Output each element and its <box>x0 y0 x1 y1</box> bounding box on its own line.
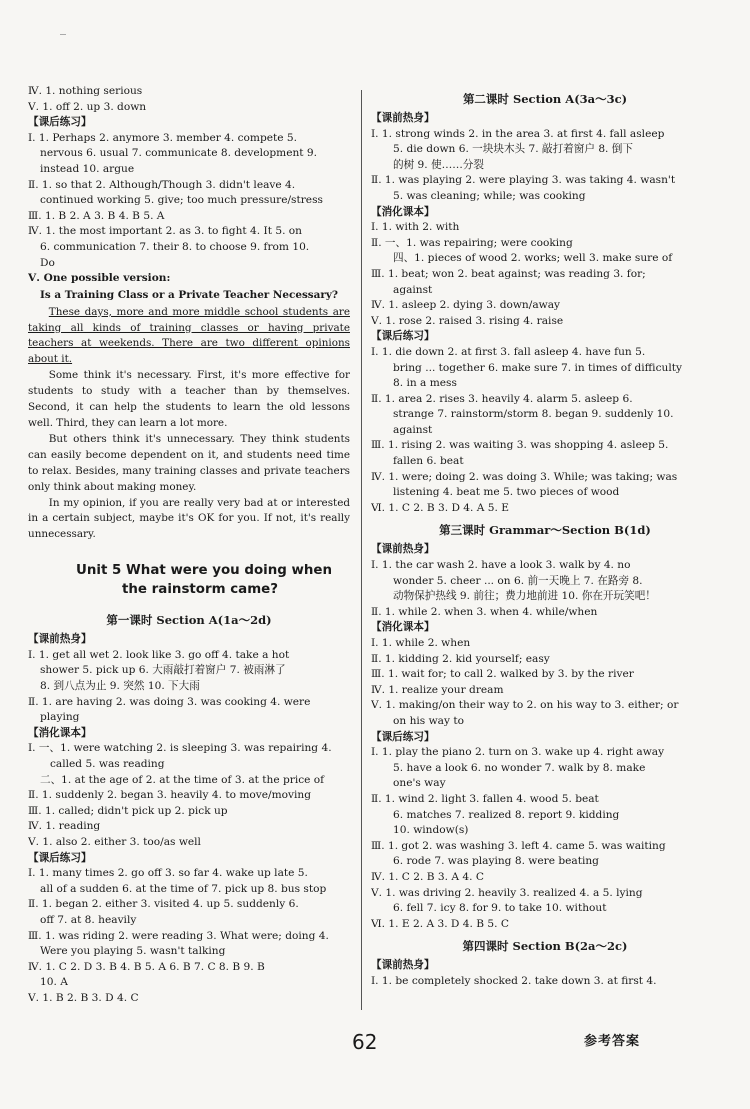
answer-line: strange 7. rainstorm/storm 8. began 9. suddenly 10. <box>393 408 674 421</box>
left-column <box>28 84 350 1006</box>
section-answers <box>371 958 719 989</box>
answer-line: 四、1. pieces of wood 2. works; well 3. make sure of <box>393 252 673 265</box>
essay-paragraph: Some think it's necessary. First, it's more effective for students to study with a teacher than by themselves. Second, it can help the students to learn the old lessons well. Third, they can learn a lot more. <box>28 369 350 429</box>
answer-line: Ⅱ. 1. are having 2. was doing 3. was cooking 4. were <box>28 695 311 708</box>
section-heading: 第三课时 Grammar～Section B(1d) <box>439 523 651 538</box>
answer-line: Ⅰ. 一、1. were watching 2. is sleeping 3. was repairing 4. <box>28 742 332 755</box>
section-label: Ⅴ. One possible version: <box>28 272 171 285</box>
unit-title <box>28 561 350 599</box>
answer-line: 5. was cleaning; while; was cooking <box>393 189 586 202</box>
answer-line: Ⅱ. 1. area 2. rises 3. heavily 4. alarm 5. asleep 6. <box>371 392 633 405</box>
section-label: 【消化课本】 <box>371 621 435 634</box>
column-divider <box>361 90 362 1010</box>
section-label: 【课前热身】 <box>371 543 435 556</box>
section-answers <box>371 111 719 516</box>
answer-line: Ⅲ. 1. rising 2. was waiting 3. was shopping 4. asleep 5. <box>371 439 669 452</box>
answer-line: Ⅴ. 1. also 2. either 3. too/as well <box>28 835 201 848</box>
section-label: 【消化课本】 <box>371 205 435 218</box>
essay-body <box>28 305 350 544</box>
essay <box>28 288 350 544</box>
answer-line: 二、1. at the age of 2. at the time of 3. at the price of <box>40 773 325 786</box>
answer-line: off 7. at 8. heavily <box>40 913 137 926</box>
answer-line: Ⅰ. 1. the car wash 2. have a look 3. walk by 4. no <box>371 559 631 572</box>
answer-line: Ⅱ. 1. kidding 2. kid yourself; easy <box>371 652 550 665</box>
answer-line: Ⅴ. 1. off 2. up 3. down <box>28 100 147 113</box>
answer-line: against <box>393 423 433 436</box>
answer-line: all of a sudden 6. at the time of 7. pick up 8. bus stop <box>40 882 327 895</box>
answer-line: 8. 到八点为止 9. 突然 10. 下大雨 <box>40 680 200 692</box>
answer-line: Ⅱ. 1. wind 2. light 3. fallen 4. wood 5. beat <box>371 792 599 805</box>
answer-line: Ⅳ. 1. reading <box>28 820 101 833</box>
answer-line: Ⅲ. 1. beat; won 2. beat against; was reading 3. for; <box>371 267 646 280</box>
section-label: 【课前热身】 <box>371 112 435 124</box>
section-label: 【课前热身】 <box>371 959 435 972</box>
page-number: 62 <box>352 1030 378 1054</box>
section-heading: 第一课时 Section A(1a～2d) <box>106 613 272 628</box>
answer-line: 6. fell 7. icy 8. for 9. to take 10. without <box>393 902 607 915</box>
answer-line: Ⅳ. 1. the most important 2. as 3. to fight 4. It 5. on <box>28 225 302 238</box>
answer-line: Ⅳ. 1. C 2. D 3. B 4. B 5. A 6. B 7. C 8. B 9. B <box>28 960 265 973</box>
answer-line: 6. rode 7. was playing 8. were beating <box>393 855 599 868</box>
answer-line: Ⅰ. 1. be completely shocked 2. take down 3. at first 4. <box>371 974 657 987</box>
answer-line: 5. have a look 6. no wonder 7. walk by 8. make <box>393 761 646 774</box>
essay-paragraph: But others think it's unnecessary. They think students can easily become dependent on it, and students need time to relax. Besides, many training classes and private teachers only think about making money. <box>28 432 350 493</box>
answer-line: nervous 6. usual 7. communicate 8. development 9. <box>40 147 318 160</box>
unit-title-line-2: the rainstorm came? <box>122 582 279 598</box>
answer-line: Ⅲ. 1. was riding 2. were reading 3. What were; doing 4. <box>28 929 329 942</box>
answer-line: Ⅳ. 1. asleep 2. dying 3. down/away <box>371 299 561 312</box>
answer-line: Ⅰ. 1. with 2. with <box>371 221 460 234</box>
answer-line: Ⅰ. 1. strong winds 2. in the area 3. at first 4. fall asleep <box>371 127 665 140</box>
answer-line: Ⅱ. 1. suddenly 2. began 3. heavily 4. to move/moving <box>28 789 312 802</box>
answer-line: Ⅱ. 1. so that 2. Although/Though 3. didn't leave 4. <box>28 178 296 191</box>
answer-line: Ⅲ. 1. wait for; to call 2. walked by 3. by the river <box>371 668 634 681</box>
answer-line: 10. window(s) <box>393 824 469 837</box>
answer-line: 6. communication 7. their 8. to choose 9. from 10. <box>40 240 310 253</box>
answer-line: Ⅲ. 1. B 2. A 3. B 4. B 5. A <box>28 209 165 222</box>
right-column <box>371 84 719 989</box>
answer-line: on his way to <box>393 714 464 727</box>
answer-line: Ⅰ. 1. Perhaps 2. anymore 3. member 4. compete 5. <box>28 131 298 144</box>
answer-line: Ⅳ. 1. were; doing 2. was doing 3. While; was taking; was <box>371 470 678 483</box>
answer-line: against <box>393 283 433 296</box>
answer-line: wonder 5. cheer ... on 6. 前一天晚上 7. 在路旁 8. <box>393 574 643 587</box>
answer-line: continued working 5. give; too much pressure/stress <box>40 194 323 207</box>
answer-line: Ⅴ. 1. was driving 2. heavily 3. realized 4. a 5. lying <box>371 886 643 899</box>
unit-title-line-1: Unit 5 What were you doing when <box>76 563 333 579</box>
section-label: 【课后练习】 <box>371 330 435 343</box>
section-label: 【课后练习】 <box>28 851 92 864</box>
answer-line: 5. die down 6. 一块块木头 7. 敲打着窗户 8. 倒下 <box>393 143 633 156</box>
answer-line: instead 10. argue <box>40 162 135 175</box>
answer-line: Ⅲ. 1. got 2. was washing 3. left 4. came 5. was waiting <box>371 839 666 852</box>
answer-line: Ⅵ. 1. E 2. A 3. D 4. B 5. C <box>371 917 510 930</box>
answer-line: Ⅰ. 1. get all wet 2. look like 3. go off 4. take a hot <box>28 648 290 661</box>
answer-line: Ⅴ. 1. making/on their way to 2. on his way to 3. either; or <box>371 699 679 712</box>
corner-mark <box>60 34 66 35</box>
answer-line: bring ... together 6. make sure 7. in times of difficulty <box>393 361 682 374</box>
footer-label: 参考答案 <box>584 1034 641 1049</box>
section-label: 【课前热身】 <box>28 633 92 646</box>
answer-line: 6. matches 7. realized 8. report 9. kidding <box>393 808 620 821</box>
answer-line: one's way <box>393 777 446 790</box>
answer-line: Ⅰ. 1. while 2. when <box>371 637 471 649</box>
answer-line: Ⅲ. 1. called; didn't pick up 2. pick up <box>28 804 228 817</box>
left-top-answers <box>28 84 350 287</box>
answer-line: 8. in a mess <box>393 377 457 390</box>
answer-line: 10. A <box>40 976 68 989</box>
left-section-answers <box>28 632 350 1006</box>
section-heading: 第四课时 Section B(2a～2c) <box>462 939 628 954</box>
answer-line: fallen 6. beat <box>393 455 464 468</box>
answer-line: Ⅱ. 1. was playing 2. were playing 3. was taking 4. wasn't <box>371 174 676 187</box>
answer-line: Ⅱ. 1. while 2. when 3. when 4. while/when <box>371 605 598 618</box>
essay-paragraph: These days, more and more middle school students are taking all kinds of training classes or having private teachers at weekends. There are two different opinions about it. <box>28 305 350 366</box>
answer-line: Ⅰ. 1. die down 2. at first 3. fall asleep 4. have fun 5. <box>371 345 646 358</box>
answer-line: called 5. was reading <box>50 757 165 770</box>
answer-line: Ⅰ. 1. play the piano 2. turn on 3. wake up 4. right away <box>371 746 665 759</box>
section-heading: 第二课时 Section A(3a～3c) <box>462 92 628 106</box>
answer-line: Ⅵ. 1. C 2. B 3. D 4. A 5. E <box>371 501 510 514</box>
answer-line: playing <box>40 711 80 724</box>
answer-line: 的树 9. 使……分裂 <box>393 158 484 171</box>
answer-line: Ⅱ. 1. began 2. either 3. visited 4. up 5. suddenly 6. <box>28 898 299 911</box>
answer-line: shower 5. pick up 6. 大雨敲打着窗户 7. 被雨淋了 <box>40 664 286 677</box>
section-answers <box>371 542 719 932</box>
answer-line: Ⅴ. 1. rose 2. raised 3. rising 4. raise <box>371 314 564 327</box>
section-label: 【课后练习】 <box>28 116 92 129</box>
answer-line: Ⅴ. 1. B 2. B 3. D 4. C <box>28 991 139 1004</box>
answer-line: Ⅱ. 一、1. was repairing; were cooking <box>371 236 573 249</box>
section-label: 【课后练习】 <box>371 730 435 743</box>
answer-line: Do <box>40 256 55 269</box>
answer-line: Were you playing 5. wasn't talking <box>40 945 226 958</box>
section-label: 【消化课本】 <box>28 726 92 739</box>
answer-line: 动物保护热线 9. 前往；费力地前进 10. 你在开玩笑吧！ <box>393 590 656 603</box>
answer-line: Ⅰ. 1. many times 2. go off 3. so far 4. wake up late 5. <box>28 867 308 880</box>
essay-paragraph: In my opinion, if you are really very bad at or interested in a certain subject, maybe it's OK for you. If not, it's really unnecessary. <box>28 496 350 541</box>
answer-line: Ⅳ. 1. C 2. B 3. A 4. C <box>371 870 484 883</box>
answer-line: Ⅳ. 1. realize your dream <box>371 683 504 696</box>
answer-line: listening 4. beat me 5. two pieces of wood <box>393 486 620 499</box>
essay-title: Is a Training Class or a Private Teacher Necessary? <box>40 288 338 301</box>
answer-line: Ⅳ. 1. nothing serious <box>28 85 143 97</box>
